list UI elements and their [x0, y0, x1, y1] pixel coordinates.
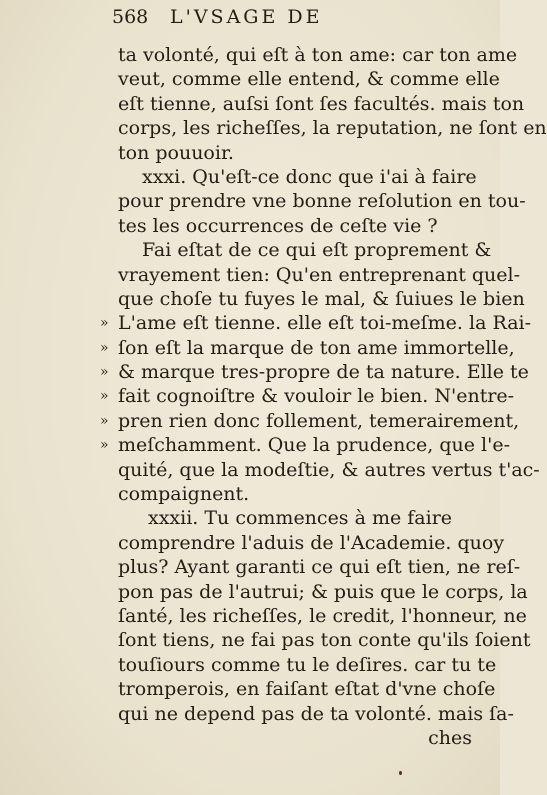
text-line [0, 336, 515, 360]
quotation-marker: » [100, 437, 109, 454]
text-line [0, 506, 500, 530]
line-text: tromperois, en faiſant eſtat d'vne choſe [118, 678, 496, 701]
line-text: ton pouuoir. [118, 141, 234, 164]
text-line [0, 531, 505, 555]
text-line [0, 409, 520, 433]
text-line [0, 43, 518, 67]
line-text: Fai eſtat de ce qui eſt proprement & [142, 239, 492, 262]
ink-spot [399, 771, 402, 775]
line-text: que choſe tu fuyes le mal, & ſuiues le bien [118, 287, 525, 310]
text-line [0, 726, 500, 750]
text-line [0, 214, 500, 238]
line-text: touſiours comme tu le deſires. car tu te [118, 653, 497, 676]
line-text: & marque tres-propre de ta nature. Elle te [118, 361, 529, 384]
line-text: eſt tienne, auſsi ſont ſes facultés. mais ton [118, 92, 525, 115]
text-line [0, 677, 500, 701]
line-text: ſon eſt la marque de ton ame immortelle, [118, 336, 515, 359]
text-line [0, 653, 500, 677]
line-text: qui ne depend pas de ta volonté. mais ſa- [118, 702, 514, 725]
line-text: corps, les richeſſes, la reputation, ne ſont en [118, 117, 547, 140]
line-text: pren rien donc follement, temerairement, [118, 409, 520, 432]
text-line [0, 116, 547, 140]
line-text: ta volonté, qui eſt à ton ame: car ton ame [118, 44, 518, 66]
line-text: L'ame eſt tienne. elle eſt toi-meſme. la Rai- [118, 312, 532, 335]
quotation-marker: » [100, 388, 109, 405]
quotation-marker: » [100, 339, 109, 356]
text-line [0, 92, 525, 116]
text-line [0, 555, 521, 579]
line-text: veut, comme elle entend, & comme elle [118, 68, 500, 91]
page-header [112, 6, 323, 28]
quotation-marker: » [100, 412, 109, 429]
page-number: 568 [112, 6, 149, 28]
line-text: pour prendre vne bonne reſolution en tou- [118, 190, 526, 213]
text-block [0, 43, 547, 750]
text-line [0, 141, 500, 165]
line-text: ches [428, 726, 472, 749]
line-text: comprendre l'aduis de l'Academie. quoy [118, 531, 505, 554]
text-line [0, 604, 527, 628]
line-text: ſanté, les richeſſes, le credit, l'honneur, ne [118, 604, 527, 627]
line-text: compaignent. [118, 483, 250, 506]
line-text: quité, que la modeſtie, & autres vertus t'ac- [118, 458, 540, 481]
text-line [0, 458, 540, 482]
text-line [0, 384, 515, 408]
text-line [0, 628, 531, 652]
quotation-marker: » [100, 364, 109, 381]
line-text: pon pas de l'autrui; & puis que le corps, la [118, 580, 528, 603]
text-line [0, 482, 500, 506]
text-line [0, 702, 514, 726]
text-line [0, 433, 511, 457]
line-text: xxxii. Tu commences à me faire [148, 507, 453, 530]
text-line [0, 238, 500, 262]
text-line [0, 67, 500, 91]
line-text: meſchamment. Que la prudence, que l'e- [118, 434, 511, 457]
text-line [0, 165, 500, 189]
line-text: tes les occurrences de ceſte vie ? [118, 214, 438, 237]
line-text: vrayement tien: Qu'en entreprenant quel- [118, 263, 521, 286]
line-text: xxxi. Qu'eſt-ce donc que i'ai à faire [142, 165, 477, 188]
text-line [0, 263, 521, 287]
line-text: plus? Ayant garanti ce qui eſt tien, ne reſ- [118, 556, 521, 579]
text-line [0, 311, 532, 335]
line-text: fait cognoiſtre & vouloir le bien. N'entre- [118, 385, 515, 408]
text-line [0, 580, 528, 604]
text-line [0, 287, 525, 311]
running-title: L'VSAGE DE [170, 6, 323, 28]
line-text: ſont tiens, ne fai pas ton conte qu'ils ſoient [118, 629, 531, 652]
text-line [0, 189, 526, 213]
text-line [0, 360, 529, 384]
quotation-marker: » [100, 315, 109, 332]
